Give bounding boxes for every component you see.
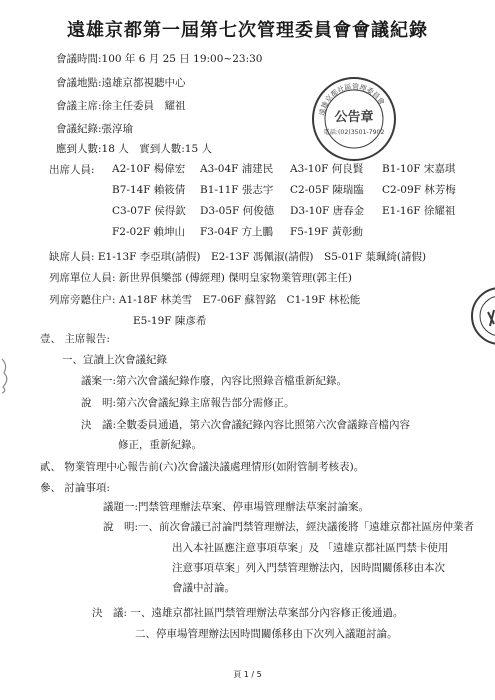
- observers-line-2: E5-19F 陳彥希: [133, 315, 207, 327]
- attendees-grid: [112, 162, 462, 239]
- attendee: B1-10F 宋嘉琪: [382, 163, 456, 175]
- attendee: C2-09F 林芳梅: [382, 184, 456, 196]
- section-1-subheading: 一、宣讀上次會議紀錄: [62, 354, 167, 366]
- attendee: D3-05F 何俊德: [200, 205, 275, 217]
- meeting-chair: 會議主席:徐主任委員 耀祖: [56, 100, 186, 112]
- attendee: F3-04F 方上鵬: [200, 226, 273, 238]
- attendee: E1-16F 徐耀祖: [382, 205, 456, 217]
- section-3-explanation-2: 出入本社區應注意事項草案」及 「遠雄京都社區門禁卡使用: [172, 542, 449, 554]
- stamp-ring-text: 遠雄京都社區管理委員會: [318, 82, 386, 117]
- section-3-heading: 參、 討論事項:: [40, 482, 110, 494]
- attendee: A3-10F 何良賢: [290, 163, 364, 175]
- observers-line-1: 列席旁聽住户: A1-18F 林美雪 E7-06F 蘇智銘 C1-19F 林松能: [49, 294, 361, 306]
- attending-units: 列席單位人員: 新世界俱樂部 (傅經理) 傑明皇家物業管理(郭主任): [49, 272, 352, 284]
- partial-stamp: [470, 286, 495, 346]
- absent-members: 缺席人員: E1-13F 李亞琪(請假) E2-13F 馮佩淑(請假) S5-01F 葉珮綺(請假): [49, 251, 427, 263]
- attendee: A2-10F 楊偉宏: [112, 163, 186, 175]
- section-3-explanation-4: 會議中討論。: [172, 582, 235, 594]
- attendee: D3-10F 唐春金: [290, 205, 365, 217]
- attendance-count: 應到人數:18 人 實到人數:15 人: [56, 143, 212, 155]
- official-stamp: [311, 76, 397, 162]
- attendees-label: 出席人員:: [49, 164, 95, 176]
- section-3-explanation-1: 說 明:一、前次會議已討論門禁管理辦法，經決議後將「遠雄京都社區房仲業者: [103, 521, 475, 533]
- section-2-heading: 貳、 物業管理中心報告前(六)次會議決議處理情形(如附管制考核表)。: [40, 461, 365, 473]
- section-3-item: 議題一:門禁管理辦法草案、停車場管理辦法草案討論案。: [103, 501, 370, 513]
- page-number: 頁 1 / 5: [233, 670, 262, 679]
- attendee: F5-19F 黃彰勳: [290, 226, 363, 238]
- attendee: C3-07F 侯得欽: [112, 205, 186, 217]
- scan-mark: [0, 355, 14, 395]
- document-title: 遠雄京都第一屆第七次管理委員會會議紀錄: [67, 20, 428, 41]
- attendee: A3-04F 浦建民: [200, 163, 274, 175]
- section-3-resolution-1: 決 議: 一、遠雄京都社區門禁管理辦法草案部分內容修正後通過。: [92, 607, 404, 619]
- section-3-resolution-2: 二、停車場管理辦法因時間關係移由下次列入議題討論。: [135, 628, 398, 640]
- attendee: F2-02F 賴坤山: [112, 226, 185, 238]
- section-1-resolution-cont: 修正，重新紀錄。: [118, 439, 202, 451]
- meeting-recorder: 會議紀錄:張淳瑜: [56, 123, 134, 135]
- meeting-place: 會議地點:遠雄京都視聽中心: [56, 77, 186, 89]
- attendee: B1-11F 張志宇: [200, 184, 274, 196]
- attendee: B7-14F 賴筱倩: [112, 184, 186, 196]
- meeting-time: 會議時間:100 年 6 月 25 日 19:00~23:30: [56, 53, 263, 65]
- section-1-item: 議案一:第六次會議紀錄作廢，內容比照錄音檔重新紀錄。: [81, 375, 348, 387]
- stamp-phone: 電話:(02)3501-7902: [323, 129, 385, 136]
- section-3-explanation-3: 注意事項草案」列入門禁管理辦法內，因時間關係移由本次: [172, 562, 445, 574]
- attendee: C2-05F 陳瑞臨: [290, 184, 364, 196]
- section-1-explanation: 說 明:第六次會議紀錄主席報告部分需修正。: [81, 397, 295, 409]
- section-1-heading: 壹、 主席報告:: [40, 333, 110, 345]
- section-1-resolution: 決 議:全數委員通過，第六次會議紀錄內容比照第六次會議錄音檔內容: [81, 419, 411, 431]
- stamp-main-text: 公告章: [334, 110, 374, 125]
